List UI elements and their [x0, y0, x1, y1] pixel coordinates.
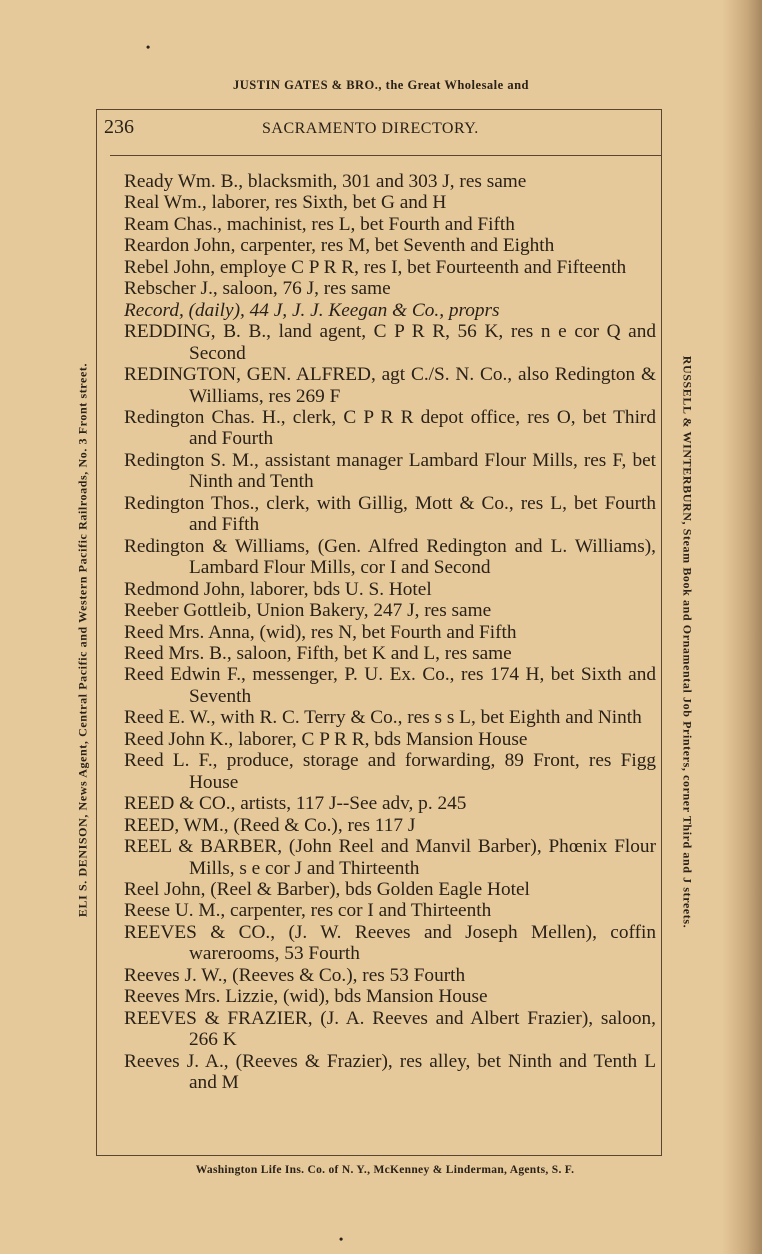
directory-entry: Ready Wm. B., blacksmith, 301 and 303 J, res same — [124, 171, 527, 192]
directory-entry: Reeves Mrs. Lizzie, (wid), bds Mansion House — [124, 986, 488, 1008]
ink-mark: • — [146, 40, 151, 54]
directory-entry: Redington S. M., assistant manager Lambard Flour Mills, res F, bet Ninth and Tenth — [124, 449, 656, 493]
directory-entry: Reeves J. W., (Reeves & Co.), res 53 Fourth — [124, 964, 466, 986]
directory-entry: Redington & Williams, (Gen. Alfred Redington and L. Williams), Lambard Flour Mills, cor I and Second — [124, 535, 656, 579]
directory-entry: Record, (daily), 44 J, J. J. Keegan & Co., proprs — [124, 299, 500, 321]
directory-entry: Reese U. M., carpenter, res cor I and Thirteenth — [124, 900, 492, 922]
directory-entry: Rebel John, employe C P R R, res I, bet Fourteenth and Fifteenth — [124, 256, 627, 278]
directory-entry: Reeves J. A., (Reeves & Frazier), res alley, bet Ninth and Tenth L and M — [124, 1050, 656, 1094]
top-advertisement: JUSTIN GATES & BRO., the Great Wholesale and — [233, 78, 529, 92]
directory-entry: REED & CO., artists, 117 J--See adv, p. 245 — [124, 793, 467, 815]
bottom-advertisement: Washington Life Ins. Co. of N. Y., McKenney & Linderman, Agents, S. F. — [195, 1164, 575, 1176]
directory-entry: Reardon John, carpenter, res M, bet Seventh and Eighth — [124, 235, 555, 257]
directory-entry: Real Wm., laborer, res Sixth, bet G and H — [124, 192, 447, 214]
directory-entry: REED, WM., (Reed & Co.), res 117 J — [124, 814, 416, 836]
directory-entry: Reel John, (Reel & Barber), bds Golden Eagle Hotel — [124, 878, 530, 900]
directory-entry: Redmond John, laborer, bds U. S. Hotel — [124, 578, 432, 600]
directory-entry: Reed Mrs. Anna, (wid), res N, bet Fourth and Fifth — [124, 621, 517, 643]
right-side-advertisement: RUSSELL & WINTERBURN, Steam Book and Ornamental Job Printers, corner Third and J streets. — [680, 355, 695, 929]
header-divider — [110, 155, 662, 156]
directory-entry: REEVES & FRAZIER, (J. A. Reeves and Albert Frazier), saloon, 266 K — [124, 1007, 656, 1051]
directory-entry: REEL & BARBER, (John Reel and Manvil Barber), Phœnix Flour Mills, s e cor J and Thirteenth — [124, 836, 656, 879]
left-side-advertisement: ELI S. DENISON, News Agent, Central Pacific and Western Pacific Railroads, No. 3 Front street. — [75, 362, 90, 918]
directory-entry: REDDING, B. B., land agent, C P R R, 56 K, res n e cor Q and Second — [124, 321, 656, 364]
page-edge-shadow — [722, 0, 762, 1254]
directory-entry: Reed Edwin F., messenger, P. U. Ex. Co., res 174 H, bet Sixth and Seventh — [124, 664, 656, 707]
directory-entry: REEVES & CO., (J. W. Reeves and Joseph Mellen), coffin warerooms, 53 Fourth — [124, 921, 656, 965]
directory-entry: Redington Thos., clerk, with Gillig, Mott & Co., res L, bet Fourth and Fifth — [124, 492, 656, 536]
directory-entry: Reed E. W., with R. C. Terry & Co., res s s L, bet Eighth and Ninth — [124, 707, 642, 729]
page-number: 236 — [104, 116, 134, 138]
directory-entry: Reed L. F., produce, storage and forwarding, 89 Front, res Figg House — [124, 750, 656, 793]
directory-entry: REDINGTON, GEN. ALFRED, agt C./S. N. Co., also Redington & Williams, res 269 F — [124, 364, 656, 407]
page-title: SACRAMENTO DIRECTORY. — [262, 120, 479, 137]
directory-entry: Redington Chas. H., clerk, C P R R depot office, res O, bet Third and Fourth — [124, 406, 656, 450]
directory-entry: Rebscher J., saloon, 76 J, res same — [124, 278, 391, 300]
ink-mark: • — [339, 1232, 344, 1246]
directory-entry: Reed John K., laborer, C P R R, bds Mansion House — [124, 728, 528, 750]
directory-entry: Reeber Gottleib, Union Bakery, 247 J, res same — [124, 600, 492, 622]
directory-entry: Ream Chas., machinist, res L, bet Fourth and Fifth — [124, 213, 515, 235]
directory-entries — [124, 171, 656, 1093]
directory-entry: Reed Mrs. B., saloon, Fifth, bet K and L, res same — [124, 642, 512, 664]
